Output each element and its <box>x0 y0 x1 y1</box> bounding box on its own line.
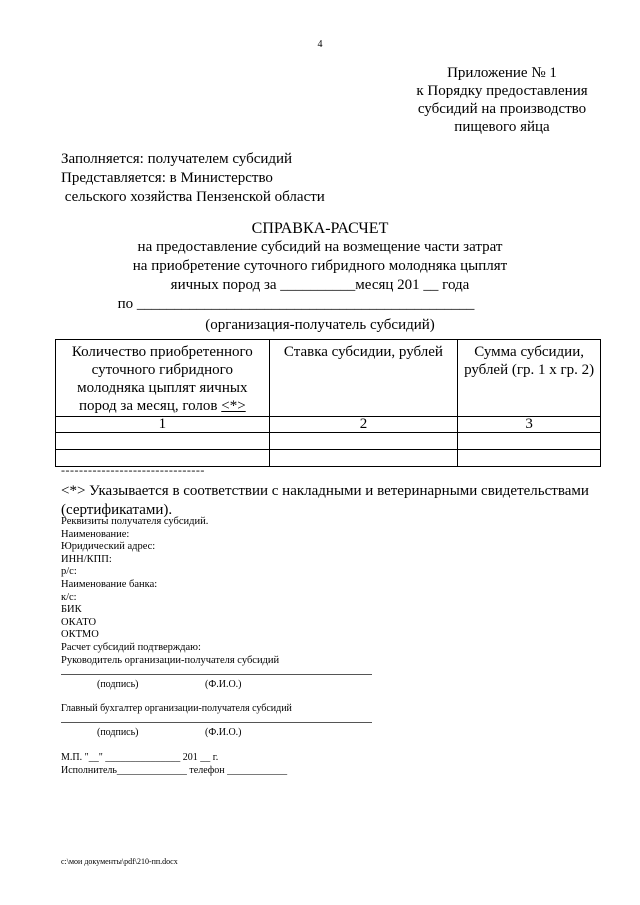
requisite-line: Руководитель организации-получателя субсидий <box>61 654 280 666</box>
requisite-line: ИНН/КПП: <box>61 553 112 565</box>
table-number-row <box>56 417 601 433</box>
accountant-signature-label: (подпись) <box>97 727 139 738</box>
stamp-date-line: М.П. "__" _______________ 201 __ г. <box>61 752 219 763</box>
document-title-block <box>0 219 640 335</box>
director-name-label: (Ф.И.О.) <box>205 679 242 690</box>
fill-info-block <box>61 150 325 207</box>
requisite-line: БИК <box>61 604 82 616</box>
table-cell[interactable] <box>458 450 601 467</box>
fill-info-line: Заполняется: получателем субсидий <box>61 151 293 167</box>
fill-info-line: сельского хозяйства Пензенской области <box>61 189 325 205</box>
requisite-line: р/с: <box>61 566 77 578</box>
requisite-line: Наименование банка: <box>61 578 158 590</box>
fill-info-line: Представляется: в Министерство <box>61 170 273 186</box>
requisites-block <box>61 516 279 667</box>
appendix-line: к Порядку предоставления <box>416 83 588 99</box>
header-cell-rate: Ставка субсидии, рублей <box>269 340 458 417</box>
accountant-signature-line[interactable] <box>61 722 372 723</box>
requisite-line: ОКТМО <box>61 629 99 641</box>
chief-accountant-label: Главный бухгалтер организации-получателя субсидий <box>61 703 292 714</box>
page-number: 4 <box>317 39 323 50</box>
appendix-line: пищевого яйца <box>454 119 550 135</box>
requisite-line: Расчет субсидий подтверждаю: <box>61 641 201 653</box>
column-number: 3 <box>458 417 601 433</box>
title-line: по _____________________________________________ <box>117 296 475 312</box>
title-line: на приобретение суточного гибридного молодняка цыплят <box>132 258 508 274</box>
column-number: 1 <box>56 417 270 433</box>
subsidy-table <box>55 339 601 467</box>
column-number: 2 <box>269 417 458 433</box>
table-cell[interactable] <box>56 433 270 450</box>
footnote-text: <*> Указывается в соответствии с накладными и ветеринарными свидетельствами (сертификатами). <box>61 483 589 518</box>
title-line: (организация-получатель субсидий) <box>205 317 435 333</box>
title-line: яичных пород за __________месяц 201 __ года <box>170 277 470 293</box>
requisite-line: к/с: <box>61 591 77 603</box>
executor-line: Исполнитель______________ телефон ____________ <box>61 765 288 776</box>
table-cell[interactable] <box>269 450 458 467</box>
requisite-line: Наименование: <box>61 528 130 540</box>
director-signature-line[interactable] <box>61 674 372 675</box>
requisite-line: Юридический адрес: <box>61 541 156 553</box>
header-cell-quantity: Количество приобретенного суточного гибридного молодняка цыплят яичных пород за месяц, голов <*> <box>56 340 270 417</box>
document-heading: СПРАВКА-РАСЧЕТ <box>251 220 389 237</box>
title-line: на предоставление субсидий на возмещение части затрат <box>137 239 503 255</box>
appendix-line: Приложение № 1 <box>447 65 557 81</box>
footnote-separator: -------------------------------- <box>61 463 205 477</box>
requisite-line: Реквизиты получателя субсидий. <box>61 516 209 527</box>
accountant-name-label: (Ф.И.О.) <box>205 727 242 738</box>
requisite-line: ОКАТО <box>61 616 97 628</box>
table-header-row <box>56 340 601 417</box>
file-path: c:\мои документы\pdf\210-пп.docx <box>61 857 178 866</box>
table-row <box>56 433 601 450</box>
table-cell[interactable] <box>269 433 458 450</box>
table-cell[interactable] <box>458 433 601 450</box>
footnote-ref: <*> <box>221 398 246 414</box>
appendix-line: субсидий на производство <box>417 101 587 117</box>
director-signature-label: (подпись) <box>97 679 139 690</box>
appendix-block <box>402 64 602 136</box>
header-cell-sum: Сумма субсидии, рублей (гр. 1 х гр. 2) <box>458 340 601 417</box>
